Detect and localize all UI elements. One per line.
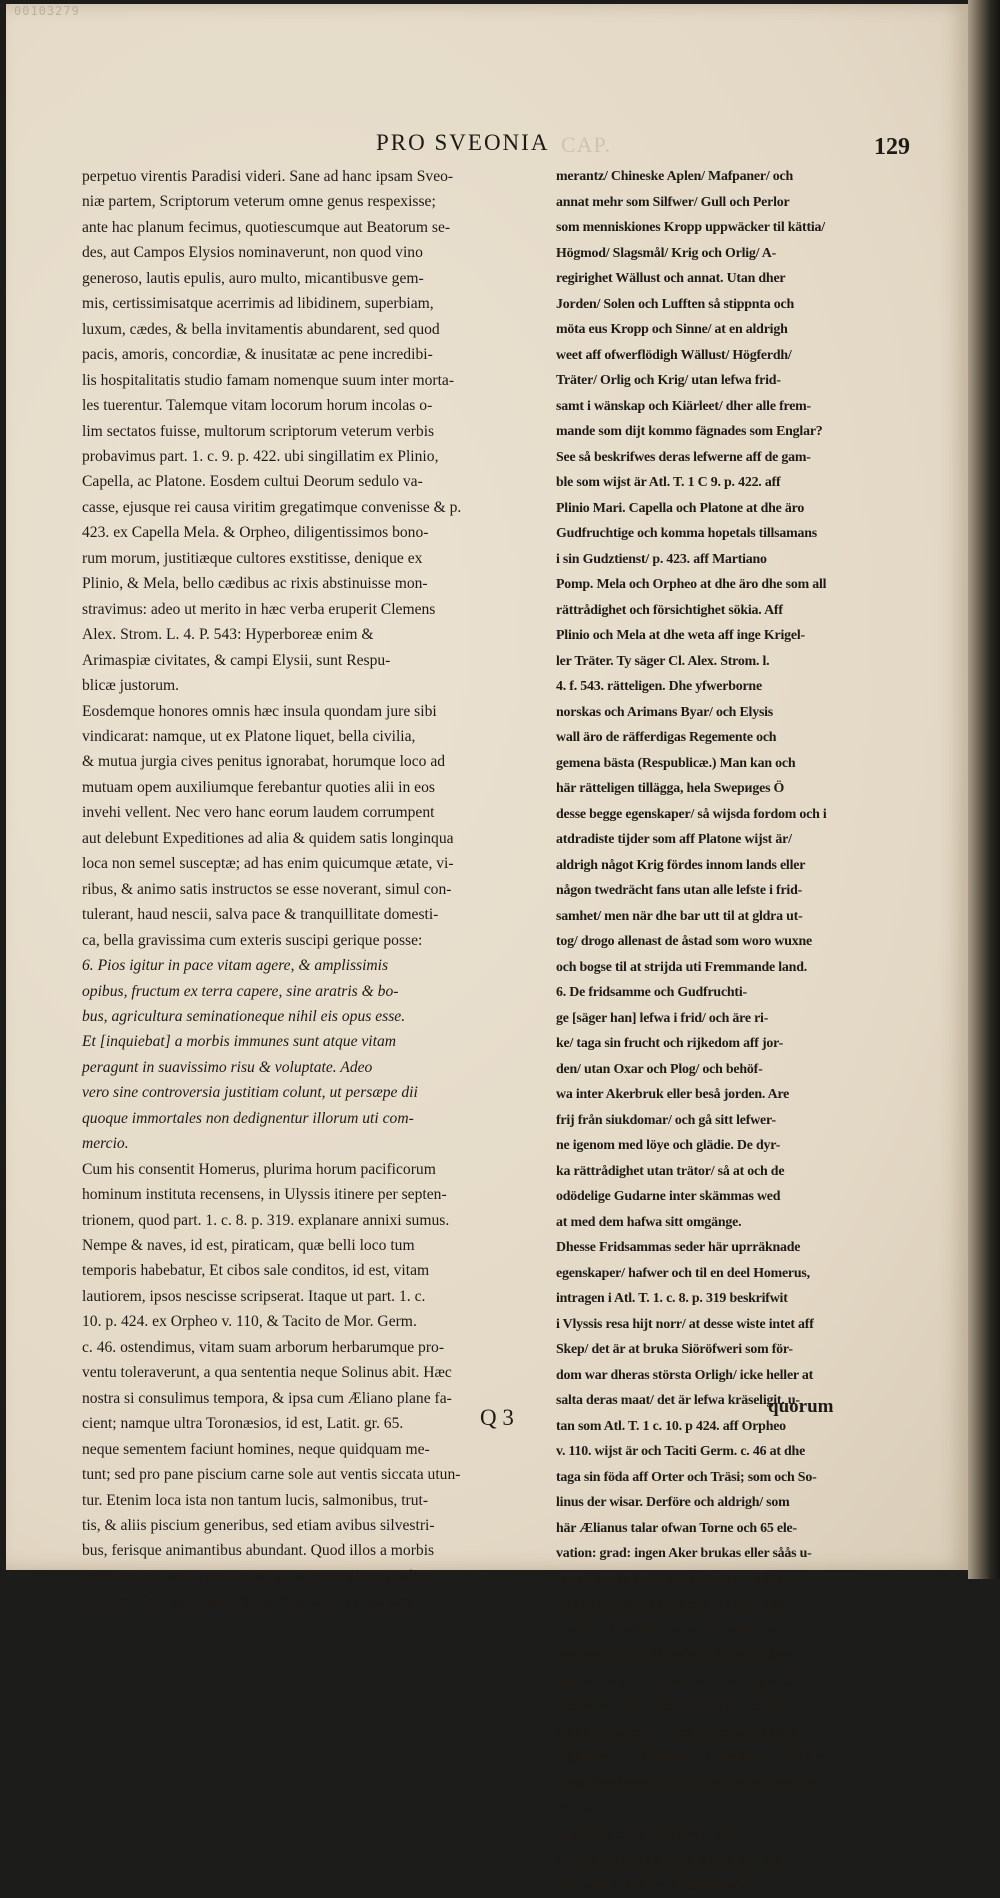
text-line: Et [inquiebat] a morbis immunes sunt atque vitam bbox=[82, 1029, 536, 1054]
text-line: lehanda Diur til öfwerflöd. Ælianus säger bbox=[556, 1643, 848, 1669]
text-line: ble som wijst är Atl. T. 1 C 9. p. 422. aff bbox=[556, 470, 848, 496]
text-line: 10. p. 424. ex Orpheo v. 110, & Tacito de Mor. Germ. bbox=[82, 1309, 536, 1334]
text-line: Capella, ac Platone. Eosdem cultui Deorum sedulo va- bbox=[82, 469, 536, 494]
text-line: v. 110. wijst är och Taciti Germ. c. 46 at dhe bbox=[556, 1439, 848, 1465]
text-line: odödelige Gudarne inter skämmas wed bbox=[556, 1184, 848, 1210]
text-line: bus, agricultura seminationeque nihil eis opus esse. bbox=[82, 1004, 536, 1029]
text-line: casse, ejusque rei causa viritim gregatimque convenisse & p. bbox=[82, 495, 536, 520]
text-line: ante hac planum fecimus, quotiescumque aut Beatorum se- bbox=[82, 215, 536, 240]
swedish-column bbox=[556, 164, 848, 1404]
text-line: Skep/ det är at bruka Siöröfweri som för- bbox=[556, 1337, 848, 1363]
text-line: ge [säger han] lefwa i frid/ och äre ri- bbox=[556, 1006, 848, 1032]
text-line: luxum, cædes, & bella invitamentis abundarent, sed quod bbox=[82, 317, 536, 342]
text-line: nostra si consulimus tempora, & ipsa cum Æliano plane fa- bbox=[82, 1386, 536, 1411]
text-line: loca non semel susceptæ; ad has enim quicumque ætate, vi- bbox=[82, 851, 536, 876]
text-line: (serdeles Lax/ Giedder och Foreller) och al- bbox=[556, 1618, 848, 1644]
text-line: taga sin föda aff Orter och Träsi; som och So- bbox=[556, 1465, 848, 1491]
text-line: ka rättrådighet utan trätor/ så at och de bbox=[556, 1159, 848, 1185]
text-line: bus, ferisque animantibus abundant. Quod illos a morbis bbox=[82, 1538, 536, 1563]
text-line: niæ partem, Scriptorum veterum omne genus respexisse; bbox=[82, 189, 536, 214]
text-line: pacis, amoris, concordiæ, & inusitatæ ac pene incredibi- bbox=[82, 342, 536, 367]
text-line: 7. Widare säger Ælianus at dhe bbox=[556, 1822, 848, 1848]
archive-id: 00103279 bbox=[14, 4, 80, 18]
running-head: PRO SVEONIA bbox=[376, 130, 549, 156]
text-line: samhet/ men när dhe bar utt til at gldra ut- bbox=[556, 904, 848, 930]
text-line: gemena bästa (Respublicæ.) Man kan och bbox=[556, 751, 848, 777]
text-line: tis, & aliis piscium generibus, sed etiam avibus silvestri- bbox=[82, 1513, 536, 1538]
text-line: lis hospitalitatis studio famam nomenque suum inter morta- bbox=[82, 368, 536, 393]
text-line: som beboo den delen aff landet eller sta- bbox=[556, 1847, 848, 1873]
text-line: 4. f. 543. rätteligen. Dhe yfwerborne bbox=[556, 674, 848, 700]
text-line: invehi vellent. Nec vero hanc eorum laudem corrumpent bbox=[82, 800, 536, 825]
text-line: den/ utan Oxar och Plog/ och behöf- bbox=[556, 1057, 848, 1083]
text-line: generoso, lautis epulis, auro multo, micantibusve gem- bbox=[82, 266, 536, 291]
text-line: linus der wisar. Derföre och aldrigh/ som bbox=[556, 1490, 848, 1516]
text-line: rum morum, justitiæque cultores exstitisse, denique ex bbox=[82, 546, 536, 571]
text-line: ler Träter. Ty säger Cl. Alex. Strom. l. bbox=[556, 649, 848, 675]
text-line: ca, bella gravissima cum exteris suscipi gerique posse: bbox=[82, 928, 536, 953]
text-line: och bogse til at strijda uti Fremmande land. bbox=[556, 955, 848, 981]
text-line: les tuerentur. Talemque vitam locorum horum incolas o- bbox=[82, 393, 536, 418]
text-line: quoque immortales non dedignentur illorum uti com- bbox=[82, 1106, 536, 1131]
text-line: & mutua jurgia cives penitus ignorabat, horumque loco ad bbox=[82, 749, 536, 774]
text-line: som menniskiones Kropp uppwäcker til kättia/ bbox=[556, 215, 848, 241]
text-line: samt i wänskap och Kiärleet/ dher alle frem- bbox=[556, 394, 848, 420]
bleed-through-text: CAP. bbox=[561, 132, 611, 158]
text-line: regirighet Wällust och annat. Utan dher bbox=[556, 266, 848, 292]
text-line: tunt; sed pro pane piscium carne sole aut ventis siccata utun- bbox=[82, 1462, 536, 1487]
text-line: Plinio Mari. Capella och Platone at dhe äro bbox=[556, 496, 848, 522]
text-line: tog/ drogo allenast de åstad som woro wuxne bbox=[556, 929, 848, 955]
text-line: Jorden/ Solen och Lufften så stippnta och bbox=[556, 292, 848, 318]
text-line: rättrådighet och försichtighet sökia. Aff bbox=[556, 598, 848, 624]
signature-mark: Q 3 bbox=[480, 1405, 514, 1431]
text-line: opibus, fructum ex terra capere, sine aratris & bo- bbox=[82, 979, 536, 1004]
text-line: lehanda wälsmakande mat ff Fogel/ Fisk bbox=[556, 1592, 848, 1618]
text-line: aut delebunt Expeditiones ad alia & quidem satis longinqua bbox=[82, 826, 536, 851]
text-line: beskrifwer dem i Atl. T. 1. c 9 p. 423. Plin. bbox=[556, 1694, 848, 1720]
text-line: blicæ justorum. bbox=[82, 673, 536, 698]
text-line: möta eus Kropp och Sinne/ at en aldrigh bbox=[556, 317, 848, 343]
text-line: tan de bruka der Fisk för Bröd/ och fetan al- bbox=[556, 1567, 848, 1593]
catchword: quorum bbox=[768, 1396, 833, 1418]
text-line: dom war dheras största Orligh/ icke heller at bbox=[556, 1363, 848, 1389]
text-line: Träter/ Orlig och Krig/ utan lefwa frid- bbox=[556, 368, 848, 394]
text-line: tulerant, haud nescii, salva pace & tranquillitate domesti- bbox=[82, 902, 536, 927]
text-line: neque sementem faciunt homines, neque quidquam me- bbox=[82, 1437, 536, 1462]
text-line: Solin: Plutarchus, Werelii Hervara Rättrå- bbox=[556, 1720, 848, 1746]
text-line: Plinio, & Mela, bello cædibus ac rixis abstinuisse mon- bbox=[82, 571, 536, 596]
text-line: desse begge egenskaper/ så wijsda fordom och i bbox=[556, 802, 848, 828]
text-line: peragunt in suavissimo risu & voluptate. Adeo bbox=[82, 1055, 536, 1080]
text-line: tur. Etenim loca ista non tantum lucis, salmonibus, trut- bbox=[82, 1488, 536, 1513]
text-line: den/ som kallas den fridsamme/ dhe bbox=[556, 1873, 848, 1898]
text-line: Högmod/ Slagsmål/ Krig och Orlig/ A- bbox=[556, 241, 848, 267]
text-line: immunes Ælianus pronunciat, in eo consentientes habet bbox=[82, 1564, 536, 1589]
page-number: 129 bbox=[874, 134, 910, 161]
text-line: intragen i Atl. T. 1. c. 8. p. 319 beskrifwit bbox=[556, 1286, 848, 1312]
text-line: dighetten som Ælianus dem berömmer aff/ äre bbox=[556, 1745, 848, 1771]
text-line: mutuam opem auxiliumque ferebantur quoties alii in eos bbox=[82, 775, 536, 800]
text-line: lim sectatos fuisse, multorum scriptorum veterum verbis bbox=[82, 419, 536, 444]
text-line: i Vlyssis resa hijt norr/ at desse wiste intet aff bbox=[556, 1312, 848, 1338]
text-line: perpetuo virentis Paradisi videri. Sane ad hanc ipsam Sveo- bbox=[82, 164, 536, 189]
text-line: wa inter Akerbruk eller beså jorden. Are bbox=[556, 1082, 848, 1108]
text-line: merantz/ Chineske Aplen/ Mafpaner/ och bbox=[556, 164, 848, 190]
text-line: des, aut Campos Elysios nominaverunt, non quod vino bbox=[82, 240, 536, 265]
text-line: förklarat. bbox=[556, 1796, 848, 1822]
text-line: annat mehr som Silfwer/ Gull och Perlor bbox=[556, 190, 848, 216]
text-line: egenskaper/ hafwer och til en deel Homerus, bbox=[556, 1261, 848, 1287]
text-line: stravimus: adeo ut merito in hæc verba eruperit Clemens bbox=[82, 597, 536, 622]
text-line: atdradiste tijder som aff Platone wijst är/ bbox=[556, 827, 848, 853]
latin-column bbox=[82, 164, 536, 1404]
text-line: cient; namque ultra Toronæsios, id est, Latit. gr. 65. bbox=[82, 1411, 536, 1436]
text-line: mande som dijt kommo fägnades som Englar? bbox=[556, 419, 848, 445]
text-line: lautiorem, ipsos nescisse scripserat. Itaque ut part. 1. c. bbox=[82, 1284, 536, 1309]
text-line: 6. De fridsamme och Gudfruchti- bbox=[556, 980, 848, 1006]
text-line: trionem, quod part. 1. c. 8. p. 319. explanare annixi sumus. bbox=[82, 1208, 536, 1233]
text-line: hominum instituta recensens, in Ulyssis itinere per septen- bbox=[82, 1182, 536, 1207]
text-line: någon twedrächt fans utan alle lefste i frid- bbox=[556, 878, 848, 904]
text-line: Nempe & naves, id est, piraticam, quæ belli loco tum bbox=[82, 1233, 536, 1258]
text-line: frij från siukdomar/ och gå sitt lefwer- bbox=[556, 1108, 848, 1134]
book-edge bbox=[968, 0, 1000, 1579]
text-line: vation: grad: ingen Aker brukas eller såås u- bbox=[556, 1541, 848, 1567]
text-line: at med dem hafwa sitt omgänge. bbox=[556, 1210, 848, 1236]
text-line: probavimus part. 1. c. 9. p. 422. ubi singillatim ex Plinio, bbox=[82, 444, 536, 469]
text-line: Cum his consentit Homerus, plurima horum pacificorum bbox=[82, 1157, 536, 1182]
text-line: vindicarat: namque, ut ex Platone liquet, bella civilia, bbox=[82, 724, 536, 749]
text-line: Plinium, Solinum, Plutarchum, & Hist. Hervorianam, bbox=[82, 1589, 536, 1614]
text-line: ke/ taga sin frucht och rijkedom aff jor- bbox=[556, 1031, 848, 1057]
text-line: här Ælianus talar ofwan Torne och 65 ele- bbox=[556, 1516, 848, 1542]
text-line: i sin Gudztienst/ p. 423. aff Martiano bbox=[556, 547, 848, 573]
text-line: tan som Atl. T. 1 c. 10. p 424. aff Orpheo bbox=[556, 1414, 848, 1440]
text-line: Plinio och Mela at dhe weta aff inge Krigel- bbox=[556, 623, 848, 649]
text-line: ribus, & animo satis instructos se esse noverant, simul con- bbox=[82, 877, 536, 902]
text-line: aldrigh något Krig fördes innom lands eller bbox=[556, 853, 848, 879]
text-line: temporis habebatur, Et cibos sale conditos, id est, vitam bbox=[82, 1258, 536, 1283]
text-line: i nestföregående punct aff de andre nogsampt bbox=[556, 1771, 848, 1797]
text-line: wall äro de räfferdigas Regemente och bbox=[556, 725, 848, 751]
text-line: Alex. Strom. L. 4. P. 543: Hyperboreæ enim & bbox=[82, 622, 536, 647]
text-line: See så beskrifwes deras lefwerne aff de gam- bbox=[556, 445, 848, 471]
text-line: mercio. bbox=[82, 1131, 536, 1156]
text-line: ventu toleraverunt, a qua sententia neque Solinus abit. Hæc bbox=[82, 1360, 536, 1385]
text-line: weet aff ofwerflödigh Wällust/ Högferdh/ bbox=[556, 343, 848, 369]
text-line: Eosdemque honores omnis hæc insula quondam jure sibi bbox=[82, 699, 536, 724]
book-page bbox=[6, 4, 968, 1570]
text-line: Arimaspiæ civitates, & campi Elysii, sunt Respu- bbox=[82, 648, 536, 673]
text-line: ne igenom med löye och glädie. De dyr- bbox=[556, 1133, 848, 1159]
text-line: salta deras maat/ det är lefwa kräseligit. u- bbox=[556, 1388, 848, 1414]
text-line: Dhesse Fridsammas seder här uprräknade bbox=[556, 1235, 848, 1261]
text-line: norskas och Arimans Byar/ och Elysis bbox=[556, 700, 848, 726]
text-line: här rätteligen tillägga, hela Swериges Ö bbox=[556, 776, 848, 802]
text-line: dem och wara frij från Siukdom. Lijka så bbox=[556, 1669, 848, 1695]
text-line: Pomp. Mela och Orpheo at dhe äro dhe som all bbox=[556, 572, 848, 598]
text-line: vero sine controversia justitiam colunt, ut persæpe dii bbox=[82, 1080, 536, 1105]
text-line: mis, certissimisatque acerrimis ad libidinem, superbiam, bbox=[82, 291, 536, 316]
text-line: c. 46. ostendimus, vitam suam arborum herbarumque pro- bbox=[82, 1335, 536, 1360]
text-line: Gudfruchtige och komma hopetals tillsamans bbox=[556, 521, 848, 547]
text-line: 6. Pios igitur in pace vitam agere, & amplissimis bbox=[82, 953, 536, 978]
text-line: 423. ex Capella Mela. & Orpheo, diligentissimos bono- bbox=[82, 520, 536, 545]
